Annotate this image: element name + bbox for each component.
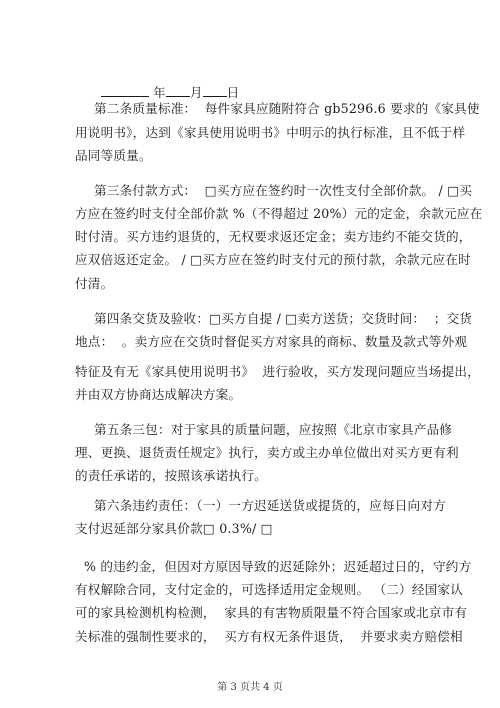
clause-5-line: 第五条三包：对于家具的质量问题，应按照《北京市家具产品修 (94, 422, 453, 437)
clause-3-line: 时付清。买方违约退货的，无权要求返还定金；卖方违约不能交货的， (75, 229, 472, 244)
clause-5-line: 的责任承诺的，按照该承诺执行。 (75, 468, 267, 483)
clause-4-line: 特征及有无《家具使用说明书》 进行验收，买方发现问题应当场提出， (75, 364, 481, 379)
year-label: 年 (153, 85, 166, 100)
clause-4-line: 地点： 。卖方应在交货时督促买方对家具的商标、数量及款式等外观 (75, 334, 468, 349)
day-label: 日 (226, 85, 240, 100)
page-footer: 第 3 页共 4 页 (217, 682, 283, 693)
clause-6-line: 关标准的强制性要求的， 买方有权无条件退货， 并要求卖方赔偿相 (75, 629, 463, 644)
clause-2-line: 第二条质量标准： 每件家具应随附符合 gb5296.6 要求的《家具使 (94, 101, 480, 116)
clause-6-line: 第六条违约责任：（一）一方迟延送货或提货的，应每日向对方 (94, 498, 446, 513)
clause-6-line: % 的违约金，但因对方原因导致的迟延除外；迟延超过日的，守约方 (84, 559, 472, 574)
clause-3-line: 付清。 (75, 276, 114, 291)
clause-2-line: 用说明书》，达到《家具使用说明书》中明示的执行标准，且不低于样 (75, 125, 466, 140)
clause-3-line: 方应在签约时支付全部价款 %（不得超过 20%）元的定金，余款元应在 (75, 206, 483, 221)
month-blank[interactable] (166, 84, 190, 97)
clause-6-line: 支付迟延部分家具价款□ 0.3%/ □ (75, 521, 273, 536)
clause-6-line: 有权解除合同，支付定金的，可选择适用定金规则。 （二）经国家认 (75, 582, 464, 597)
clause-3-line: 应双倍返还定金。 / □买方应在签约时支付元的预付款，余款元应在时 (75, 252, 471, 267)
clause-4-line: 并由双方协商达成解决方案。 (75, 387, 242, 402)
clause-4-line: 第四条交货及验收：□买方自提 / □卖方送货；交货时间： ；交货 (94, 311, 473, 326)
clause-5-line: 理、更换、退货责任规定》执行，卖方或主办单位做出对买方更有利 (75, 445, 459, 460)
day-blank[interactable] (203, 84, 227, 97)
clause-3-line: 第三条付款方式： □买方应在签约时一次性支付全部价款。 / □买 (94, 183, 473, 198)
year-blank[interactable] (101, 84, 149, 97)
clause-6-line: 可的家具检测机构检测， 家具的有害物质限量不符合国家或北京市有 (75, 605, 468, 620)
month-label: 月 (189, 85, 203, 100)
clause-2-line: 品同等质量。 (75, 148, 152, 163)
